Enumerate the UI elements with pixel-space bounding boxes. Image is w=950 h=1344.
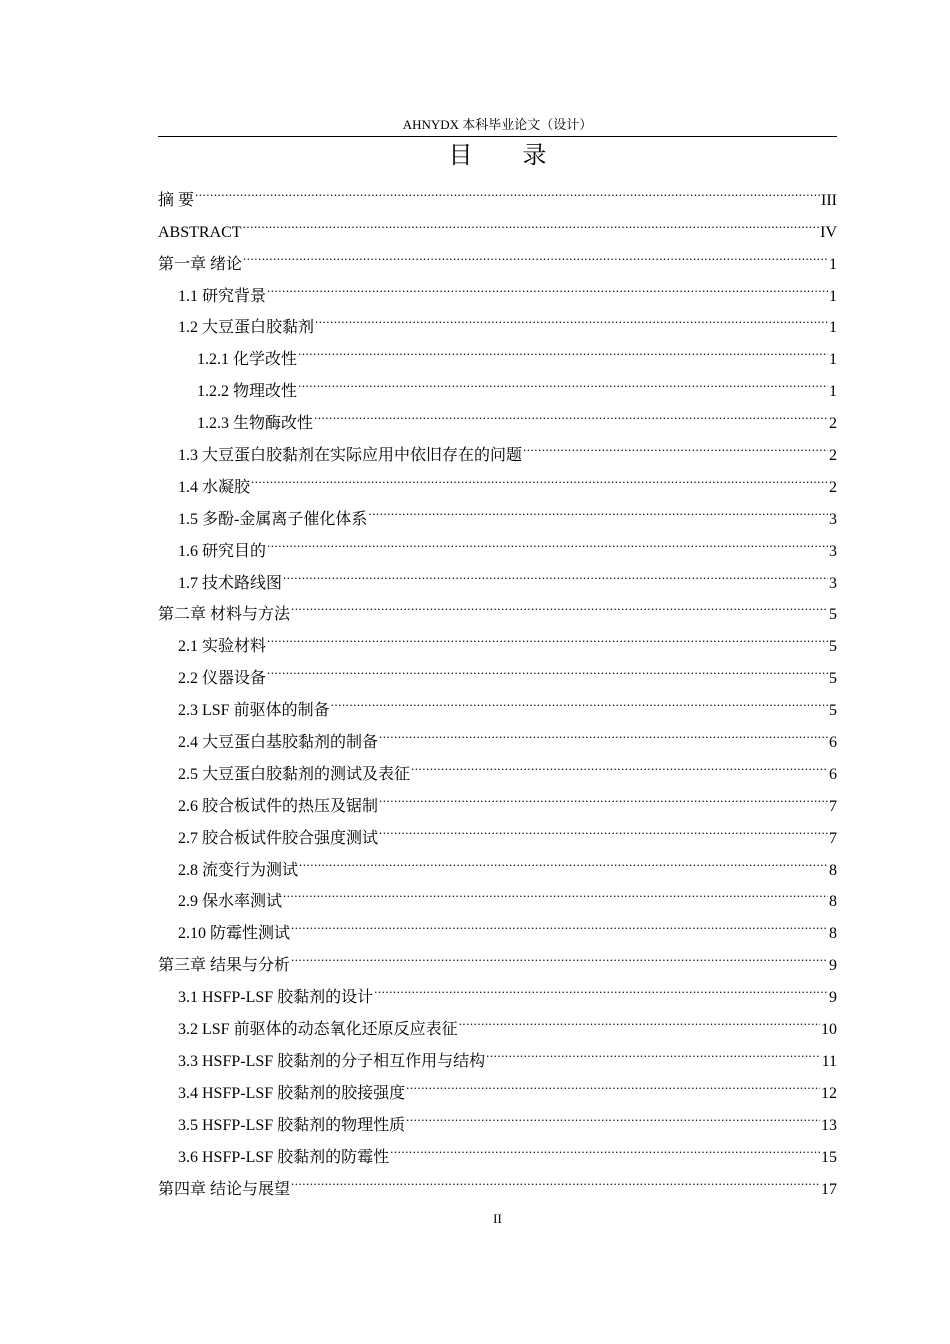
toc-dot-leader: [331, 683, 828, 715]
toc-entry[interactable]: [158, 269, 837, 305]
toc-entry-page: 3: [829, 542, 837, 560]
toc-dot-leader: [486, 1034, 820, 1066]
toc-entry-label: 1.2 大豆蛋白胶黏剂: [178, 319, 315, 337]
toc-dot-leader: [291, 906, 828, 938]
toc-entry-label: 第四章 结论与展望: [158, 1180, 291, 1198]
toc-entry-page: 5: [829, 702, 837, 720]
toc-entry-page: 2: [829, 415, 837, 433]
toc-entry-page: 1: [829, 255, 837, 273]
toc-dot-leader: [368, 492, 828, 524]
toc-dot-leader: [379, 779, 828, 811]
toc-entry[interactable]: [158, 237, 837, 273]
toc-dot-leader: [267, 619, 828, 651]
toc-entry-page: 1: [829, 351, 837, 369]
toc-entry-label: 2.3 LSF 前驱体的制备: [178, 702, 330, 720]
toc-entry-label: 3.2 LSF 前驱体的动态氧化还原反应表征: [178, 1021, 458, 1039]
toc-entry-page: 7: [829, 797, 837, 815]
toc-entry-page: 8: [829, 861, 837, 879]
toc-entry-label: 2.2 仪器设备: [178, 670, 267, 688]
toc-dot-leader: [298, 332, 828, 364]
table-of-contents: [158, 173, 837, 1198]
toc-dot-leader: [523, 428, 828, 460]
running-header: AHNYDX 本科毕业论文（设计）: [402, 117, 593, 132]
toc-entry-label: 1.2.1 化学改性: [197, 351, 298, 369]
header-rule: [158, 136, 837, 137]
toc-dot-leader: [243, 205, 820, 237]
toc-dot-leader: [390, 1130, 820, 1162]
toc-entry[interactable]: [158, 205, 837, 241]
page-number: II: [493, 1211, 502, 1226]
toc-dot-leader: [406, 1098, 820, 1130]
toc-dot-leader: [267, 524, 828, 556]
toc-entry-label: 第三章 结果与分析: [158, 957, 291, 975]
toc-dot-leader: [406, 1066, 820, 1098]
toc-entry-label: 1.6 研究目的: [178, 542, 267, 560]
toc-entry[interactable]: [158, 492, 837, 528]
toc-entry-page: 1: [829, 287, 837, 305]
toc-entry-label: 2.6 胶合板试件的热压及锯制: [178, 797, 379, 815]
toc-dot-leader: [291, 938, 828, 970]
toc-dot-leader: [291, 1162, 820, 1194]
toc-dot-leader: [379, 715, 828, 747]
toc-dot-leader: [379, 811, 828, 843]
toc-title: 目 录: [448, 143, 569, 169]
toc-entry-page: 5: [829, 606, 837, 624]
toc-entry-label: 1.2.2 物理改性: [197, 383, 298, 401]
toc-entry-label: 2.10 防霉性测试: [178, 925, 291, 943]
toc-entry-label: 1.4 水凝胶: [178, 478, 251, 496]
toc-entry-page: 2: [829, 478, 837, 496]
toc-entry-page: 3: [829, 574, 837, 592]
toc-entry-page: 7: [829, 829, 837, 847]
toc-entry-page: 3: [829, 510, 837, 528]
toc-entry-label: 1.3 大豆蛋白胶黏剂在实际应用中依旧存在的问题: [178, 447, 523, 465]
toc-entry-page: 10: [821, 1021, 837, 1039]
toc-entry-label: 2.9 保水率测试: [178, 893, 283, 911]
toc-dot-leader: [374, 970, 828, 1002]
toc-entry-label: 3.6 HSFP-LSF 胶黏剂的防霉性: [178, 1148, 390, 1166]
toc-entry-label: 3.1 HSFP-LSF 胶黏剂的设计: [178, 989, 374, 1007]
toc-entry-label: 摘 要: [158, 191, 195, 209]
toc-dot-leader: [291, 588, 828, 620]
toc-entry-label: 2.4 大豆蛋白基胶黏剂的制备: [178, 734, 379, 752]
toc-entry-page: 1: [829, 319, 837, 337]
toc-entry-label: 3.3 HSFP-LSF 胶黏剂的分子相互作用与结构: [178, 1052, 486, 1070]
toc-entry-label: 2.8 流变行为测试: [178, 861, 299, 879]
toc-entry-page: 5: [829, 638, 837, 656]
toc-dot-leader: [195, 173, 820, 205]
toc-entry[interactable]: [158, 460, 837, 496]
toc-entry-label: 2.1 实验材料: [178, 638, 267, 656]
toc-entry-page: 5: [829, 670, 837, 688]
toc-dot-leader: [315, 301, 828, 333]
toc-entry[interactable]: [158, 173, 837, 209]
toc-entry-page: 11: [821, 1052, 837, 1070]
toc-entry-page: 8: [829, 893, 837, 911]
toc-entry-page: 1: [829, 383, 837, 401]
toc-entry-label: 第二章 材料与方法: [158, 606, 291, 624]
toc-dot-leader: [298, 364, 828, 396]
toc-entry-page: 2: [829, 447, 837, 465]
toc-entry-label: 2.7 胶合板试件胶合强度测试: [178, 829, 379, 847]
toc-entry-label: 3.5 HSFP-LSF 胶黏剂的物理性质: [178, 1116, 406, 1134]
toc-entry-page: 9: [829, 989, 837, 1007]
toc-entry-label: 1.7 技术路线图: [178, 574, 283, 592]
toc-dot-leader: [299, 843, 828, 875]
toc-dot-leader: [283, 875, 828, 907]
toc-entry-label: 1.2.3 生物酶改性: [197, 415, 314, 433]
toc-entry-page: 8: [829, 925, 837, 943]
toc-entry-label: 3.4 HSFP-LSF 胶黏剂的胶接强度: [178, 1084, 406, 1102]
toc-dot-leader: [314, 396, 828, 428]
toc-entry-page: 9: [829, 957, 837, 975]
toc-entry-page: III: [821, 191, 837, 209]
toc-entry-label: 2.5 大豆蛋白胶黏剂的测试及表征: [178, 765, 411, 783]
toc-entry-page: 15: [821, 1148, 837, 1166]
toc-dot-leader: [243, 237, 828, 269]
toc-dot-leader: [411, 747, 828, 779]
toc-entry-label: 第一章 绪论: [158, 255, 243, 273]
toc-entry-page: 6: [829, 734, 837, 752]
toc-entry-label: 1.5 多酚-金属离子催化体系: [178, 510, 368, 528]
toc-dot-leader: [459, 1002, 820, 1034]
toc-dot-leader: [251, 460, 828, 492]
toc-entry-page: 13: [821, 1116, 837, 1134]
toc-entry-page: 12: [821, 1084, 837, 1102]
toc-entry-page: 6: [829, 765, 837, 783]
toc-dot-leader: [267, 651, 828, 683]
toc-entry-label: ABSTRACT: [158, 223, 242, 241]
toc-entry-page: IV: [820, 223, 837, 241]
toc-dot-leader: [283, 556, 828, 588]
toc-entry-page: 17: [821, 1180, 837, 1198]
toc-entry-label: 1.1 研究背景: [178, 287, 267, 305]
toc-dot-leader: [267, 269, 828, 301]
